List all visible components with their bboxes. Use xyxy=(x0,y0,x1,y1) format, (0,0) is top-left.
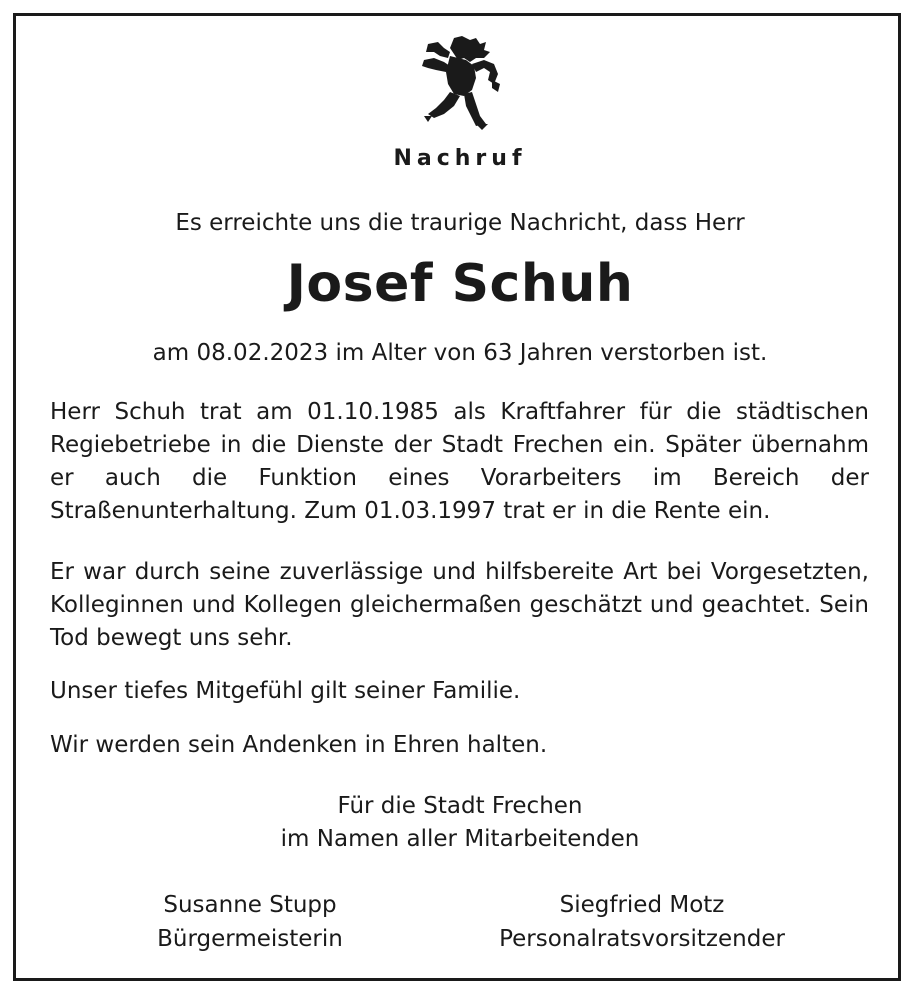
rampant-lion-crest-icon xyxy=(414,34,506,130)
signer-title-left: Bürgermeisterin xyxy=(157,926,343,952)
career-paragraph: Herr Schuh trat am 01.10.1985 als Kraftfahrer für die städtischen Regiebetriebe in die Dienste der Stadt Frechen ein. Später übernahm er auch die Funktion eines Vorarbeiters im Bereich der Straßenunterhaltung. Zum 01.03.1997 trat er in die Rente ein. xyxy=(50,399,869,524)
signing-organization: Für die Stadt Frechen xyxy=(337,793,583,819)
signer-name-right: Siegfried Motz xyxy=(559,892,725,918)
signing-organization-subline: im Namen aller Mitarbeitenden xyxy=(280,826,640,852)
tribute-paragraph: Er war durch seine zuverlässige und hilfsbereite Art bei Vorgesetzten, Kolleginnen und Kollegen gleichermaßen geschätzt und geachtet. Sein Tod bewegt uns sehr. xyxy=(50,559,869,651)
remembrance-paragraph: Wir werden sein Andenken in Ehren halten. xyxy=(50,732,548,758)
deceased-name: Josef Schuh xyxy=(286,254,634,314)
death-date-line: am 08.02.2023 im Alter von 63 Jahren verstorben ist. xyxy=(152,340,768,366)
condolence-paragraph: Unser tiefes Mitgefühl gilt seiner Familie. xyxy=(50,678,521,704)
signer-title-right: Personalratsvorsitzender xyxy=(499,926,785,952)
intro-line: Es erreichte uns die traurige Nachricht, dass Herr xyxy=(175,210,745,236)
signer-name-left: Susanne Stupp xyxy=(163,892,337,918)
obituary-heading: Nachruf xyxy=(393,146,527,171)
